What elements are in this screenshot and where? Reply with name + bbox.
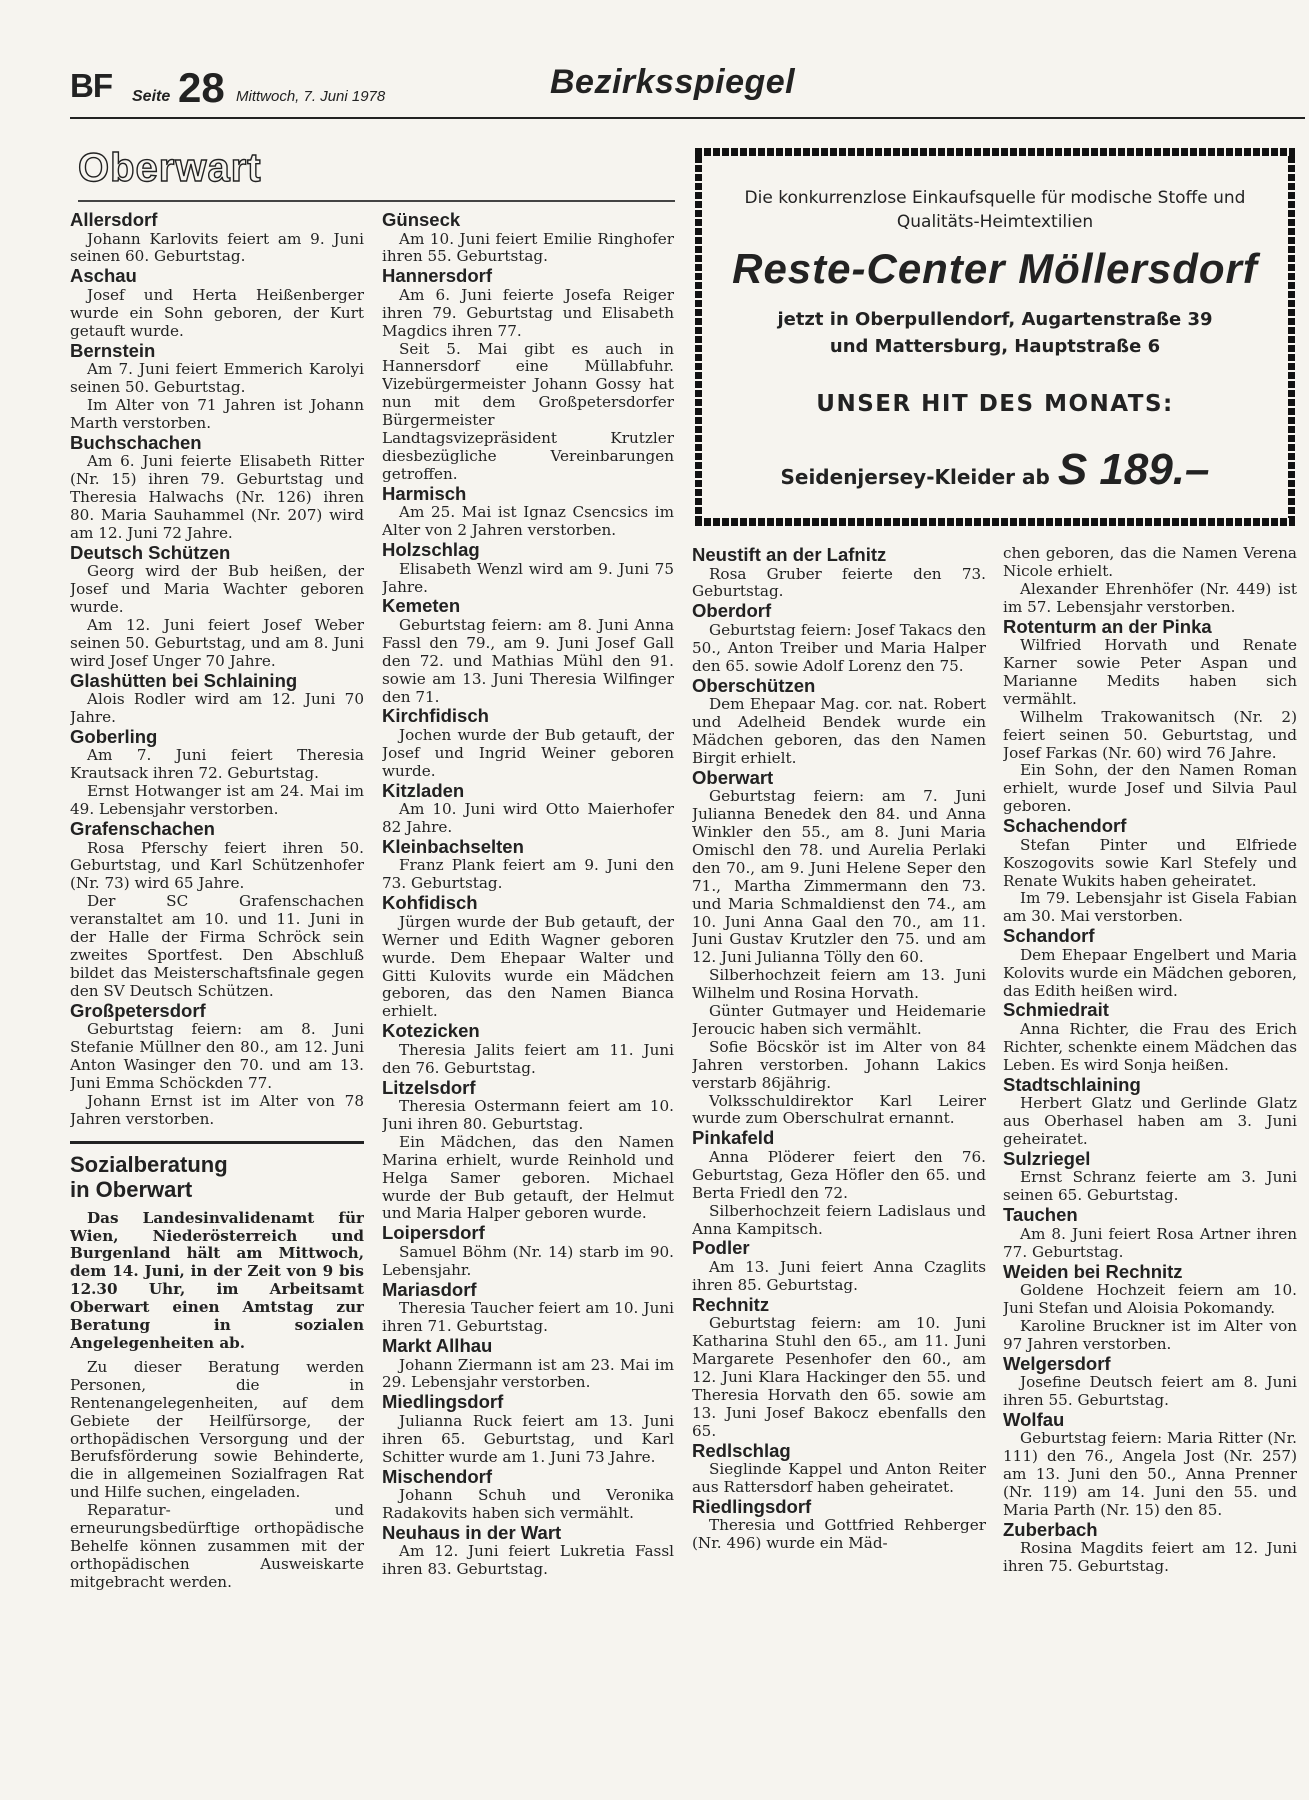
- news-paragraph: Theresia Jalits feiert am 11. Juni den 76. Geburtstag.: [382, 1040, 674, 1077]
- news-paragraph: Ernst Hotwanger ist am 24. Mai im 49. Lebensjahr verstorben.: [70, 782, 364, 819]
- ad-address-line-1: jetzt in Oberpullendorf, Augartenstraße 39: [777, 309, 1213, 330]
- village-heading: Weiden bei Rechnitz: [1003, 1260, 1183, 1282]
- news-paragraph: Jürgen wurde der Bub getauft, der Werner und Edith Wagner geboren wurde. Dem Ehepaar Walter und Gitti Kulovits wurde ein Mädchen geboren, das den Namen Bianca erhielt.: [382, 912, 674, 1021]
- news-paragraph: Alois Rodler wird am 12. Juni 70 Jahre.: [70, 690, 364, 727]
- village-heading: Neustift an der Lafnitz: [692, 545, 887, 565]
- paper-logo: BF: [70, 67, 112, 104]
- news-list-col4: [1003, 617, 1297, 1577]
- village-heading: Harmisch: [382, 482, 467, 504]
- news-paragraph: Seit 5. Mai gibt es auch in Hannersdorf eine Müllabfuhr. Vizebürgermeister Johann Gossy hat nun mit dem Großpetersdorfer Bürgermeister Landtagsvizepräsident Krutzler diesbezügliche Vereinbarungen getroffen.: [382, 339, 674, 483]
- village-heading: Großpetersdorf: [70, 999, 206, 1021]
- region-heading: Oberwart: [78, 146, 262, 190]
- news-paragraph: Dem Ehepaar Engelbert und Maria Kolovits wurde ein Mädchen geboren, das Edith heißen wird.: [1003, 945, 1297, 1000]
- article-lead: Das Landesinvalidenamt für Wien, Niederösterreich und Burgenland hält am Mittwoch, dem 14. Juni, in der Zeit von 9 bis 12.30 Uhr, im Arbeitsamt Oberwart einen Amtstag zur Beratung in sozialen Angelegenheiten ab.: [70, 1208, 364, 1352]
- village-heading: Aschau: [70, 265, 137, 287]
- news-paragraph: Geburtstag feiern: Josef Takacs den 50., Anton Treiber und Maria Halper den 65. sowie Adolf Lorenz den 75.: [692, 620, 986, 675]
- news-paragraph: Geburtstag feiern: Maria Ritter (Nr. 111) den 76., Angela Jost (Nr. 257) am 13. Juni den 50., Anna Prenner (Nr. 119) am 14. Juni den 55. und Maria Parth (Nr. 15) den 85.: [1003, 1429, 1297, 1520]
- ad-hit-label: UNSER HIT DES MONATS:: [816, 391, 1174, 417]
- issue-date: Mittwoch, 7. Juni 1978: [236, 88, 386, 105]
- ad-offer: [705, 445, 1285, 494]
- news-paragraph: Sofie Böcskör ist im Alter von 84 Jahren verstorben. Johann Lakics verstarb 86jährig.: [692, 1037, 986, 1092]
- village-heading: Kemeten: [382, 595, 461, 617]
- village-heading: Kirchfidisch: [382, 705, 489, 727]
- news-paragraph: Theresia Taucher feiert am 10. Juni ihren 71. Geburtstag.: [382, 1299, 674, 1336]
- column-1: [70, 210, 364, 1790]
- news-paragraph: Johann Karlovits feiert am 9. Juni seinen 60. Geburtstag.: [70, 229, 364, 266]
- village-heading: Glashütten bei Schlaining: [70, 669, 298, 691]
- news-paragraph: Theresia Ostermann feiert am 10. Juni ihren 80. Geburtstag.: [382, 1097, 674, 1133]
- news-paragraph: Am 8. Juni feiert Rosa Artner ihren 77. Geburtstag.: [1003, 1224, 1297, 1261]
- village-heading: Welgersdorf: [1003, 1352, 1111, 1374]
- village-heading: Pinkafeld: [692, 1127, 775, 1149]
- news-paragraph: Geburtstag feiern: am 10. Juni Katharina Stuhl den 65., am 11. Juni Margarete Pesenhofer den 60., am 12. Juni Klara Hackinger den 55. und Theresia Horvath den 65. sowie am 13. Juni Josef Bakocz ebenfalls den 65.: [692, 1314, 986, 1440]
- ad-border-bottom: [695, 518, 1295, 526]
- news-paragraph: Karoline Bruckner ist im Alter von 97 Jahren verstorben.: [1003, 1316, 1297, 1353]
- news-paragraph: Im 79. Lebensjahr ist Gisela Fabian am 30. Mai verstorben.: [1003, 889, 1297, 926]
- village-heading: Neuhaus in der Wart: [382, 1521, 562, 1543]
- village-heading: Loipersdorf: [382, 1222, 485, 1244]
- column-4: [1003, 545, 1297, 1790]
- news-paragraph: Am 7. Juni feiert Theresia Krautsack ihren 72. Geburtstag.: [70, 746, 364, 783]
- village-heading: Mariasdorf: [382, 1278, 477, 1300]
- masthead: [70, 55, 1305, 119]
- news-paragraph: Silberhochzeit feiern Ladislaus und Anna Kampitsch.: [692, 1201, 986, 1238]
- column-2: [382, 210, 674, 1790]
- ad-store-name: Reste-Center Möllersdorf: [732, 245, 1258, 292]
- news-paragraph: Rosa Pferschy feiert ihren 50. Geburtstag, und Karl Schützenhofer (Nr. 73) wird 65 Jahre.: [70, 838, 364, 893]
- news-paragraph: Am 10. Juni feiert Emilie Ringhofer ihren 55. Geburtstag.: [382, 229, 674, 266]
- news-paragraph: Am 10. Juni wird Otto Maierhofer 82 Jahre.: [382, 800, 674, 837]
- news-paragraph: Elisabeth Wenzl wird am 9. Juni 75 Jahre.: [382, 559, 674, 596]
- article-paragraph: Reparatur- und erneurungsbedürftige orthopädische Behelfe können zusammen mit der orthopädischen Ausweiskarte mitgebracht werden.: [70, 1501, 364, 1591]
- village-heading: Wolfau: [1003, 1408, 1065, 1430]
- news-paragraph: Am 13. Juni feiert Anna Czaglits ihren 85. Geburtstag.: [692, 1257, 986, 1294]
- news-paragraph: Franz Plank feiert am 9. Juni den 73. Geburtstag.: [382, 856, 674, 893]
- region-rule: [78, 200, 675, 202]
- village-heading: Riedlingsdorf: [692, 1495, 812, 1517]
- village-heading: Buchschachen: [70, 431, 202, 453]
- village-heading: Kotezicken: [382, 1020, 480, 1042]
- news-paragraph: Am 6. Juni feierte Elisabeth Ritter (Nr. 15) ihren 79. Geburtstag und Theresia Halwachs (Nr. 126) ihren 80. Maria Sauhammel (Nr. 207) wird am 12. Juni 72 Jahre.: [70, 452, 364, 542]
- news-paragraph: Am 25. Mai ist Ignaz Csencsics im Alter von 2 Jahren verstorben.: [382, 503, 674, 540]
- page-number: 28: [178, 64, 225, 111]
- news-paragraph: Theresia und Gottfried Rehberger (Nr. 496) wurde ein Mäd-: [692, 1516, 986, 1553]
- village-heading: Kitzladen: [382, 779, 465, 801]
- news-paragraph: Am 12. Juni feiert Josef Weber seinen 50. Geburtstag, und am 8. Juni wird Josef Unger 70 Jahre.: [70, 615, 364, 670]
- news-paragraph: Johann Ernst ist im Alter von 78 Jahren verstorben.: [70, 1091, 364, 1128]
- ad-address: [725, 306, 1265, 360]
- ad-border-top: [695, 148, 1295, 156]
- village-heading: Grafenschachen: [70, 818, 215, 840]
- news-paragraph: Ein Mädchen, das den Namen Marina erhielt, wurde Reinhold und Helga Samer geboren. Michael wurde der Bub getauft, der Helmut und Maria Halper geboren wurde.: [382, 1132, 674, 1223]
- news-paragraph: Rosa Gruber feierte den 73. Geburtstag.: [692, 564, 986, 601]
- news-paragraph: Geburtstag feiern: am 8. Juni Anna Fassl den 79., am 9. Juni Josef Gall den 72. und Mathias Mühl den 91. sowie am 13. Juni Theresia Wilfinger den 71.: [382, 615, 674, 706]
- village-heading: Tauchen: [1003, 1204, 1078, 1226]
- village-heading: Zuberbach: [1003, 1518, 1098, 1540]
- news-paragraph: Am 6. Juni feierte Josefa Reiger ihren 79. Geburtstag und Elisabeth Magdics ihren 77.: [382, 285, 674, 340]
- ad-border-right: [1288, 156, 1295, 518]
- village-heading: Kohfidisch: [382, 892, 478, 914]
- village-heading: Sulzriegel: [1003, 1147, 1091, 1169]
- column-3: [692, 545, 986, 1790]
- village-heading: Allersdorf: [70, 210, 158, 230]
- village-heading: Schachendorf: [1003, 815, 1127, 837]
- ad-border-left: [695, 156, 702, 518]
- news-paragraph: Samuel Böhm (Nr. 14) starb im 90. Lebensjahr.: [382, 1242, 674, 1279]
- village-heading: Günseck: [382, 210, 461, 230]
- continued-paragraph: Alexander Ehrenhöfer (Nr. 449) ist im 57. Lebensjahr verstorben.: [1003, 579, 1297, 616]
- continued-paragraph: chen geboren, das die Namen Verena Nicole erhielt.: [1003, 545, 1297, 580]
- news-paragraph: Julianna Ruck feiert am 13. Juni ihren 65. Geburtstag, und Karl Schitter wurde am 1. Juni 73 Jahre.: [382, 1411, 674, 1466]
- village-heading: Mischendorf: [382, 1465, 492, 1487]
- news-paragraph: Am 12. Juni feiert Lukretia Fassl ihren 83. Geburtstag.: [382, 1542, 674, 1579]
- news-paragraph: Sieglinde Kappel und Anton Reiter aus Rattersdorf haben geheiratet.: [692, 1460, 986, 1496]
- village-heading: Markt Allhau: [382, 1335, 493, 1356]
- article-paragraph: Zu dieser Beratung werden Personen, die in Rentenangelegenheiten, auf dem Gebiete der Heilfürsorge, der orthopädischen Versorgung und der Berufsförderung sowie Behinderte, die in allgemeinen Sozialfragen Rat und Hilfe suchen, eingeladen.: [70, 1357, 364, 1502]
- news-paragraph: Georg wird der Bub heißen, der Josef und Maria Wachter geboren wurde.: [70, 562, 364, 616]
- news-paragraph: Jochen wurde der Bub getauft, der Josef und Ingrid Weiner geboren wurde.: [382, 725, 674, 780]
- news-paragraph: Stefan Pinter und Elfriede Koszogovits sowie Karl Stefely und Renate Wukits haben geheiratet.: [1003, 835, 1297, 890]
- news-paragraph: Silberhochzeit feiern am 13. Juni Wilhelm und Rosina Horvath.: [692, 966, 986, 1003]
- village-heading: Rechnitz: [692, 1293, 770, 1315]
- village-heading: Rotenturm an der Pinka: [1003, 615, 1212, 637]
- village-heading: Litzelsdorf: [382, 1076, 476, 1098]
- section-title: Bezirksspiegel: [550, 63, 796, 101]
- news-paragraph: Der SC Grafenschachen veranstaltet am 10. und 11. Juni in der Halle der Firma Schröck sein zweites Sportfest. Den Abschluß bildet das Meisterschaftsfinale gegen den SV Deutsch Schützen.: [70, 892, 364, 1000]
- news-paragraph: Wilfried Horvath und Renate Karner sowie Peter Aspan und Marianne Medits haben sich vermählt.: [1003, 636, 1297, 708]
- page-label: Seite: [132, 88, 171, 105]
- village-heading: Redlschlag: [692, 1439, 791, 1461]
- news-paragraph: Johann Ziermann ist am 23. Mai im 29. Lebensjahr verstorben.: [382, 1355, 674, 1392]
- village-heading: Kleinbachselten: [382, 835, 524, 857]
- village-heading: Stadtschlaining: [1003, 1073, 1141, 1095]
- village-heading: Goberling: [70, 725, 158, 747]
- village-heading: Oberschützen: [692, 674, 816, 696]
- news-paragraph: Josefine Deutsch feiert am 8. Juni ihren 55. Geburtstag.: [1003, 1373, 1297, 1410]
- headline-line-1: Sozialberatung: [70, 1151, 228, 1177]
- news-paragraph: Im Alter von 71 Jahren ist Johann Marth verstorben.: [70, 395, 364, 432]
- article-headline: [70, 1152, 364, 1202]
- news-paragraph: Josef und Herta Heißenberger wurde ein Sohn geboren, der Kurt getauft wurde.: [70, 285, 364, 340]
- village-heading: Oberdorf: [692, 600, 772, 622]
- village-heading: Miedlingsdorf: [382, 1391, 504, 1413]
- news-paragraph: Anna Plöderer feiert den 76. Geburtstag, Geza Höfler den 65. und Berta Friedl den 72.: [692, 1147, 986, 1202]
- ad-intro: Die konkurrenzlose Einkaufsquelle für modische Stoffe und Qualitäts-Heimtextilien: [744, 188, 1246, 232]
- village-heading: Bernstein: [70, 339, 156, 361]
- headline-line-2: in Oberwart: [70, 1176, 193, 1202]
- news-list-col2: [382, 210, 674, 1579]
- news-paragraph: Ernst Schranz feierte am 3. Juni seinen 65. Geburtstag.: [1003, 1168, 1297, 1205]
- village-heading: Schandorf: [1003, 925, 1095, 947]
- ad-offer-text: Seidenjersey-Kleider ab: [780, 465, 1050, 489]
- sozialberatung-article: [70, 1141, 364, 1592]
- news-paragraph: Dem Ehepaar Mag. cor. nat. Robert und Adelheid Bendek wurde ein Mädchen geboren, das den Namen Birgit erhielt.: [692, 695, 986, 767]
- village-heading: Holzschlag: [382, 539, 480, 561]
- news-paragraph: Wilhelm Trakowanitsch (Nr. 2) feiert seinen 50. Geburtstag, und Josef Farkas (Nr. 60) wird 76 Jahre.: [1003, 707, 1297, 762]
- ad-price: S 189.–: [1057, 445, 1210, 494]
- village-heading: Hannersdorf: [382, 265, 492, 287]
- news-paragraph: Johann Schuh und Veronika Radakovits haben sich vermählt.: [382, 1486, 674, 1522]
- news-paragraph: Günter Gutmayer und Heidemarie Jeroucic haben sich vermählt.: [692, 1002, 986, 1038]
- news-paragraph: Geburtstag feiern: am 8. Juni Stefanie Müllner den 80., am 12. Juni Anton Wasinger den 70. und am 13. Juni Emma Schöckden 77.: [70, 1020, 364, 1092]
- news-paragraph: Ein Sohn, der den Namen Roman erhielt, wurde Josef und Silvia Paul geboren.: [1003, 761, 1297, 816]
- news-paragraph: Goldene Hochzeit feiern am 10. Juni Stefan und Aloisia Pokomandy.: [1003, 1281, 1297, 1317]
- news-paragraph: Geburtstag feiern: am 7. Juni Julianna Benedek den 84. und Anna Winkler den 55., am 8. Juni Maria Omischl den 78. und Aurelia Perlaki den 70., am 9. Juni Helene Seper den 71., Martha Zimmermann den 73. und Maria Schmaldienst den 74., am 10. Juni Anna Gaal den 70., am 11. Juni Gustav Krutzler den 75. und am 12. Juni Julianna Tölly den 60.: [692, 787, 986, 967]
- news-paragraph: Volksschuldirektor Karl Leirer wurde zum Oberschulrat ernannt.: [692, 1091, 986, 1128]
- news-paragraph: Herbert Glatz und Gerlinde Glatz aus Oberhasel haben am 3. Juni geheiratet.: [1003, 1094, 1297, 1148]
- village-heading: Deutsch Schützen: [70, 541, 231, 563]
- news-paragraph: Am 7. Juni feiert Emmerich Karolyi seinen 50. Geburtstag.: [70, 360, 364, 396]
- village-heading: Podler: [692, 1237, 750, 1259]
- ad-address-line-2: und Mattersburg, Hauptstraße 6: [829, 336, 1161, 357]
- news-paragraph: Rosina Magdits feiert am 12. Juni ihren 75. Geburtstag.: [1003, 1539, 1297, 1576]
- village-heading: Oberwart: [692, 766, 774, 788]
- village-heading: Schmiedrait: [1003, 999, 1109, 1021]
- news-list-col1: [70, 210, 364, 1129]
- news-list-col3: [692, 545, 986, 1553]
- advertisement: [695, 148, 1295, 528]
- news-paragraph: Anna Richter, die Frau des Erich Richter, schenkte einem Mädchen das Leben. Es wird Sonja heißen.: [1003, 1019, 1297, 1074]
